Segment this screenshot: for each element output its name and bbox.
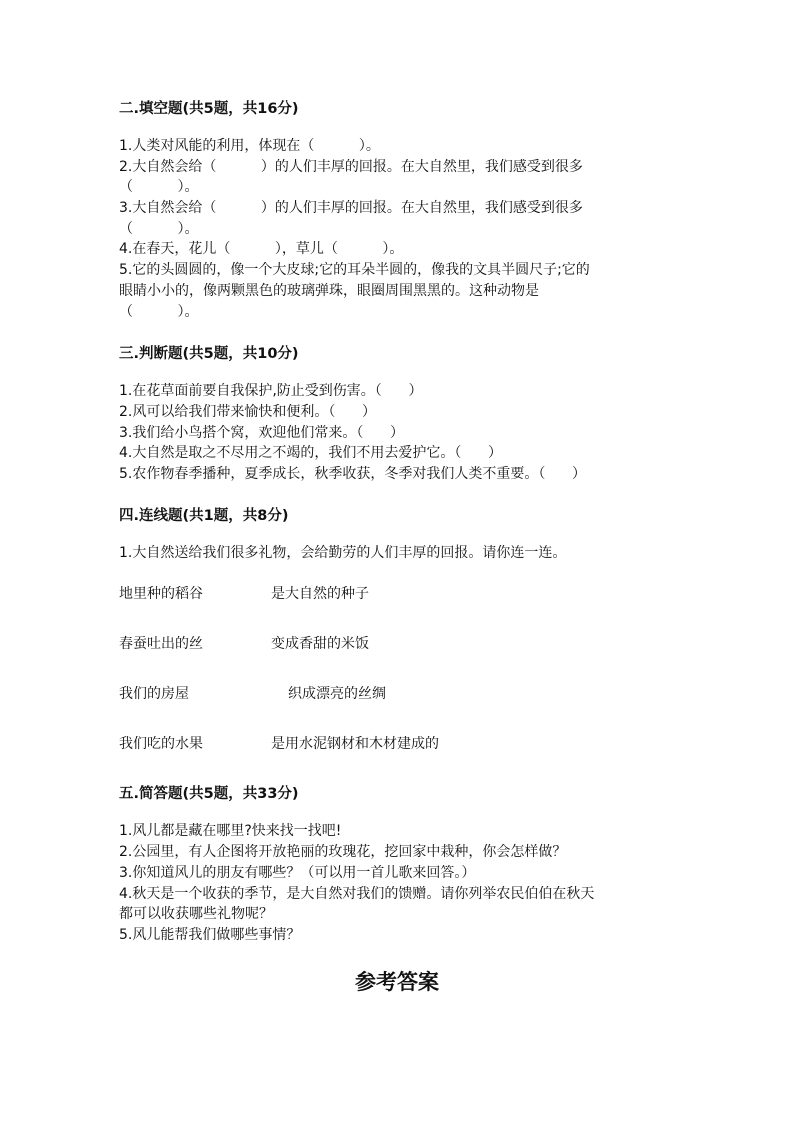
fill-line: 5.它的头圆圆的，像一个大皮球;它的耳朵半圆的，像我的文具半圆尺子;它的 <box>119 262 590 278</box>
short-line: 4.秋天是一个收获的季节，是大自然对我们的馈赠。请你列举农民伯伯在秋天 <box>119 886 595 902</box>
answer-key-title: 参考答案 <box>355 969 439 994</box>
match-left-item: 地里种的稻谷 <box>119 586 203 602</box>
short-line: 都可以收获哪些礼物呢？ <box>119 906 273 922</box>
short-line: 5.风儿能帮我们做哪些事情？ <box>119 927 301 943</box>
fill-line: （ ）。 <box>119 304 199 320</box>
judge-line: 2.风可以给我们带来愉快和便利。（ ） <box>119 404 377 420</box>
match-left-item: 我们的房屋 <box>119 686 189 702</box>
judge-line: 4.大自然是取之不尽用之不竭的，我们不用去爱护它。（ ） <box>119 445 503 461</box>
short-line: 1.风儿都是藏在哪里?快来找一找吧! <box>119 823 342 839</box>
fill-line: 眼睛小小的，像两颗黑色的玻璃弹珠，眼圈周围黑黑的。这种动物是 <box>119 283 539 299</box>
fill-line: （ ）。 <box>119 179 199 195</box>
short-line: 3.你知道风儿的朋友有哪些？（可以用一首儿歌来回答。） <box>119 865 476 881</box>
match-right-item: 是用水泥钢材和木材建成的 <box>271 736 439 752</box>
fill-line: 1.人类对风能的利用，体现在（ ）。 <box>119 138 380 154</box>
fill-line: 2.大自然会给（ ）的人们丰厚的回报。在大自然里，我们感受到很多 <box>119 159 583 175</box>
match-right-item: 织成漂亮的丝绸 <box>288 686 386 702</box>
judge-line: 3.我们给小鸟搭个窝，欢迎他们常来。（ ） <box>119 425 405 441</box>
match-right-item: 是大自然的种子 <box>271 586 369 602</box>
fill-line: 3.大自然会给（ ）的人们丰厚的回报。在大自然里，我们感受到很多 <box>119 200 583 216</box>
section-heading-short: 五.简答题(共5题，共33分) <box>119 786 299 802</box>
match-left-item: 我们吃的水果 <box>119 736 203 752</box>
judge-line: 5.农作物春季播种，夏季成长，秋季收获，冬季对我们人类不重要。（ ） <box>119 466 587 482</box>
short-line: 2.公园里，有人企图将开放艳丽的玫瑰花，挖回家中栽种，你会怎样做？ <box>119 844 567 860</box>
fill-line: （ ）。 <box>119 221 199 237</box>
match-left-item: 春蚕吐出的丝 <box>119 636 203 652</box>
fill-line: 4.在春天，花儿（ ），草儿（ ）。 <box>119 241 404 257</box>
section-heading-judge: 三.判断题(共5题，共10分) <box>119 346 299 362</box>
section-heading-match: 四.连线题(共1题，共8分) <box>119 508 289 524</box>
section-heading-fill: 二.填空题(共5题，共16分) <box>119 101 299 117</box>
match-intro: 1.大自然送给我们很多礼物，会给勤劳的人们丰厚的回报。请你连一连。 <box>119 545 567 561</box>
match-right-item: 变成香甜的米饭 <box>271 636 369 652</box>
judge-line: 1.在花草面前要自我保护,防止受到伤害。（ ） <box>119 383 423 399</box>
